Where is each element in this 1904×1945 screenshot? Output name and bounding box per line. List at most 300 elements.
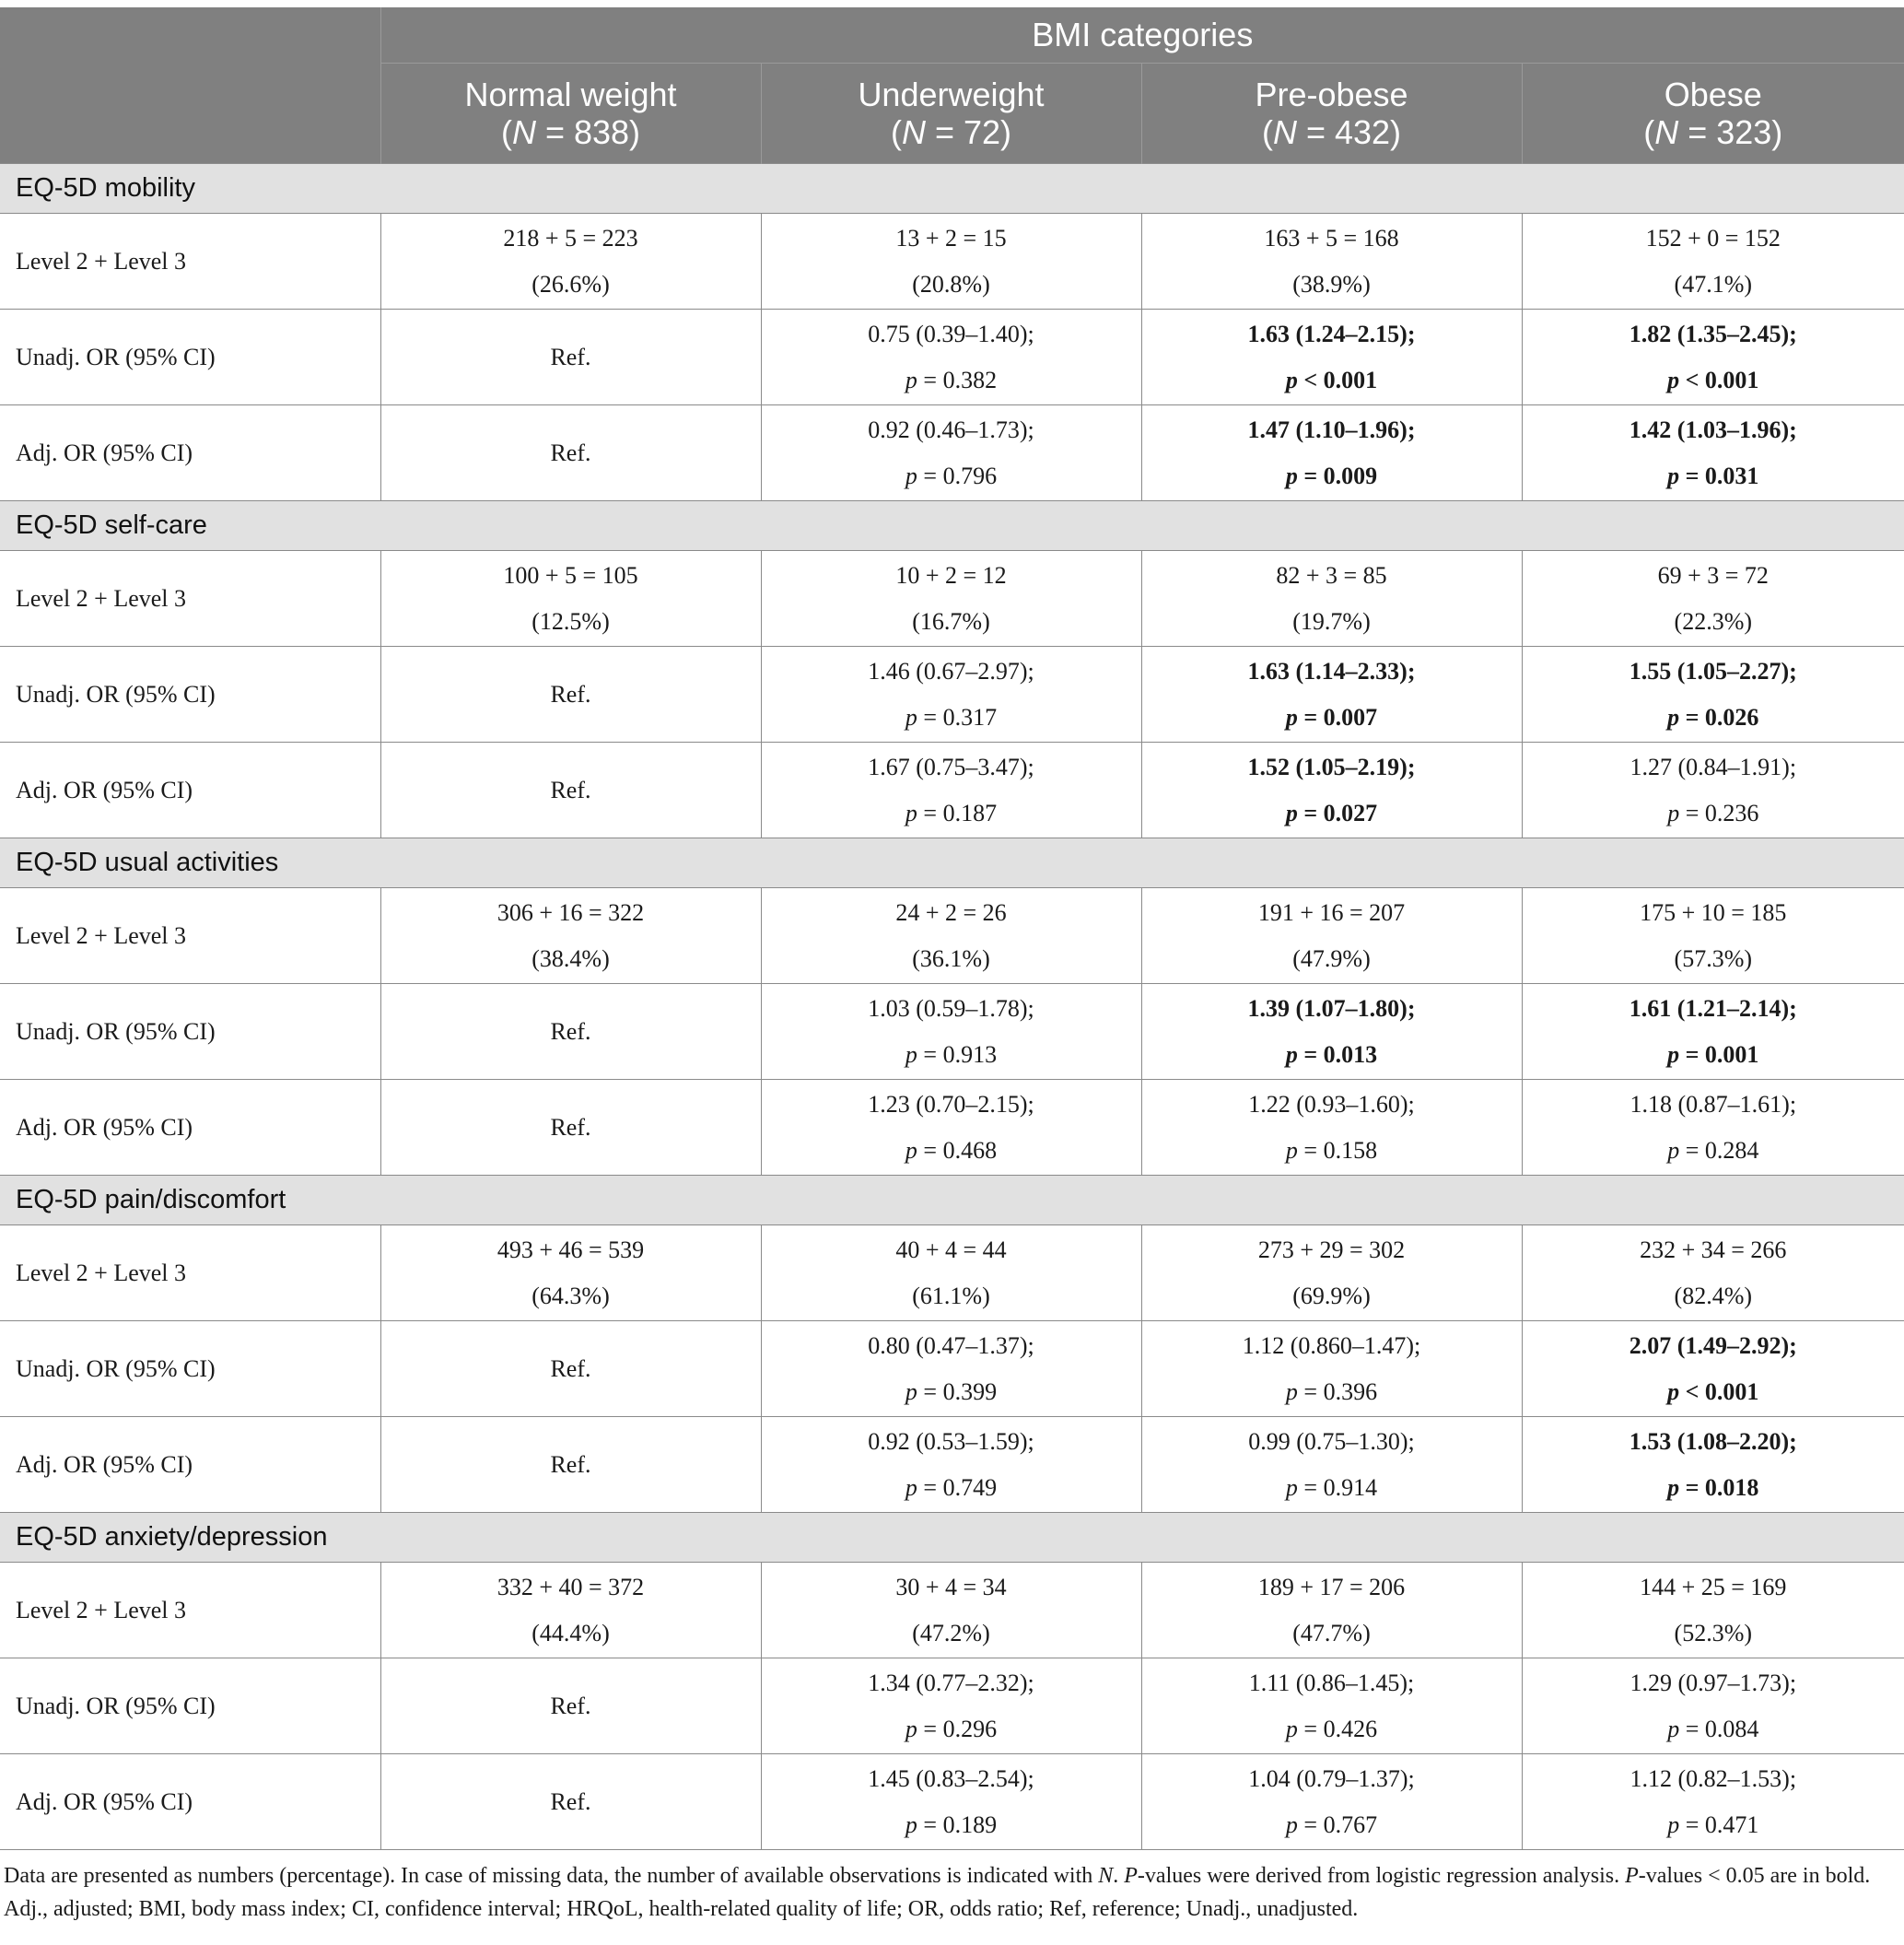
p-symbol: p <box>1667 1377 1680 1405</box>
p-value-line <box>1142 1465 1522 1511</box>
percentage-value: (16.7%) <box>912 607 990 635</box>
table-cell <box>380 1417 761 1513</box>
odds-ratio-value: 1.55 (1.05–2.27); <box>1629 657 1797 685</box>
p-value: < 0.001 <box>1297 366 1378 393</box>
column-n-symbol: N <box>1272 113 1297 151</box>
odds-ratio-value: 1.22 (0.93–1.60); <box>1248 1090 1415 1118</box>
table-cell <box>1522 1225 1904 1321</box>
p-symbol: p <box>905 1377 917 1405</box>
odds-ratio-value: 1.23 (0.70–2.15); <box>868 1090 1034 1118</box>
table-cell <box>1141 1321 1522 1417</box>
section-row <box>0 1176 1904 1225</box>
table-cell <box>1522 1080 1904 1176</box>
column-header-pre-obese <box>1141 64 1522 164</box>
p-value: = 0.001 <box>1679 1040 1759 1068</box>
p-value: = 0.913 <box>917 1040 998 1068</box>
p-symbol: p <box>1667 1715 1680 1742</box>
percentage-value: (64.3%) <box>531 1282 610 1309</box>
odds-ratio-value: 2.07 (1.49–2.92); <box>1629 1331 1797 1359</box>
column-n-value: = 838) <box>535 113 641 151</box>
p-value-line <box>1523 1465 1904 1511</box>
footnote-p-1: P <box>1124 1864 1138 1888</box>
p-value: = 0.236 <box>1679 799 1759 826</box>
column-n-symbol: N <box>901 113 926 151</box>
p-symbol: p <box>1285 1136 1298 1164</box>
p-value: = 0.189 <box>917 1810 998 1838</box>
p-symbol: p <box>1667 462 1680 489</box>
reference-value: Ref. <box>550 1787 591 1815</box>
p-value-line <box>1523 1369 1904 1415</box>
count-value: 189 + 17 = 206 <box>1257 1573 1406 1600</box>
odds-ratio-value: 0.92 (0.53–1.59); <box>868 1427 1034 1455</box>
percentage-value: (22.3%) <box>1674 607 1753 635</box>
p-value-line <box>1523 1032 1904 1078</box>
bmi-eq5d-table <box>0 7 1904 1850</box>
table-cell <box>1141 1080 1522 1176</box>
table-cell <box>1522 310 1904 405</box>
count-value: 306 + 16 = 322 <box>496 898 645 926</box>
p-value: = 0.399 <box>917 1377 998 1405</box>
percentage-value: (52.3%) <box>1674 1619 1753 1646</box>
p-symbol: p <box>905 1136 917 1164</box>
column-n: (N = 72) <box>890 113 1012 151</box>
p-value: = 0.796 <box>917 462 998 489</box>
percentage-value: (20.8%) <box>912 270 990 298</box>
reference-value: Ref. <box>550 1450 591 1478</box>
p-symbol: p <box>1667 799 1680 826</box>
p-symbol: p <box>1285 1377 1298 1405</box>
p-value: = 0.187 <box>917 799 998 826</box>
table-cell <box>380 1225 761 1321</box>
table-row <box>0 984 1904 1080</box>
table-cell <box>1141 551 1522 647</box>
table-row <box>0 405 1904 501</box>
section-title: EQ-5D anxiety/depression <box>0 1513 1904 1563</box>
count-value: 144 + 25 = 169 <box>1640 1573 1787 1600</box>
table-row <box>0 310 1904 405</box>
count-value: 493 + 46 = 539 <box>496 1236 645 1263</box>
footnote-text-3: -values were derived from logistic regression analysis. <box>1137 1864 1626 1888</box>
footnote-text-1: Data are presented as numbers (percentage). In case of missing data, the number of available observations is indicated with <box>4 1864 1099 1888</box>
table-cell <box>380 1321 761 1417</box>
table-footnote <box>4 1859 1892 1926</box>
p-value: = 0.031 <box>1679 462 1759 489</box>
p-value: = 0.013 <box>1297 1040 1378 1068</box>
row-label: Level 2 + Level 3 <box>0 1563 380 1658</box>
table-cell <box>761 1080 1141 1176</box>
count-value: 332 + 40 = 372 <box>496 1573 645 1600</box>
table-row <box>0 214 1904 310</box>
percentage-value: (57.3%) <box>1674 944 1753 972</box>
section-row <box>0 1513 1904 1563</box>
table-cell <box>1522 1658 1904 1754</box>
row-label: Adj. OR (95% CI) <box>0 1417 380 1513</box>
p-value: = 0.007 <box>1297 703 1378 731</box>
column-n-symbol: N <box>511 113 536 151</box>
p-value: = 0.749 <box>917 1473 998 1501</box>
count-value: 69 + 3 = 72 <box>1657 561 1769 589</box>
table-row <box>0 551 1904 647</box>
percentage-value: (47.9%) <box>1292 944 1371 972</box>
table-row <box>0 1658 1904 1754</box>
odds-ratio-value: 1.04 (0.79–1.37); <box>1248 1764 1415 1792</box>
odds-ratio-value: 1.42 (1.03–1.96); <box>1629 416 1797 443</box>
p-value: = 0.914 <box>1297 1473 1378 1501</box>
table-row <box>0 1080 1904 1176</box>
percentage-value: (38.9%) <box>1292 270 1371 298</box>
p-value: = 0.317 <box>917 703 998 731</box>
p-symbol: p <box>905 1040 917 1068</box>
p-value: = 0.396 <box>1297 1377 1378 1405</box>
percentage-value: (47.2%) <box>912 1619 990 1646</box>
section-title: EQ-5D mobility <box>0 164 1904 214</box>
corner-header-cell <box>0 7 380 164</box>
p-value-line <box>1142 1128 1522 1174</box>
bmi-categories-title: BMI categories <box>380 7 1904 64</box>
table-row <box>0 647 1904 743</box>
p-symbol: p <box>905 366 917 393</box>
column-n: (N = 838) <box>500 113 641 151</box>
table-cell <box>761 405 1141 501</box>
table-cell <box>380 1563 761 1658</box>
column-n-symbol: N <box>1654 113 1679 151</box>
column-name: Obese <box>1664 76 1762 113</box>
p-value-line <box>762 1369 1141 1415</box>
table-cell <box>380 551 761 647</box>
table-cell <box>1141 984 1522 1080</box>
count-value: 100 + 5 = 105 <box>503 561 638 589</box>
table-cell <box>1141 405 1522 501</box>
p-symbol: p <box>905 462 917 489</box>
percentage-value: (12.5%) <box>531 607 610 635</box>
table-cell <box>380 647 761 743</box>
table-cell <box>380 1754 761 1850</box>
row-label: Adj. OR (95% CI) <box>0 743 380 838</box>
row-label: Adj. OR (95% CI) <box>0 405 380 501</box>
row-label: Level 2 + Level 3 <box>0 888 380 984</box>
table-cell <box>380 310 761 405</box>
p-symbol: p <box>1285 462 1298 489</box>
odds-ratio-value: 1.46 (0.67–2.97); <box>868 657 1034 685</box>
table-cell <box>1522 1321 1904 1417</box>
percentage-value: (44.4%) <box>531 1619 610 1646</box>
column-n: (N = 432) <box>1261 113 1402 151</box>
odds-ratio-value: 1.18 (0.87–1.61); <box>1629 1090 1797 1118</box>
p-value: = 0.471 <box>1679 1810 1759 1838</box>
table-cell <box>380 984 761 1080</box>
percentage-value: (19.7%) <box>1292 607 1371 635</box>
table-cell <box>380 743 761 838</box>
odds-ratio-value: 0.99 (0.75–1.30); <box>1248 1427 1415 1455</box>
p-symbol: p <box>1667 1473 1680 1501</box>
p-value-line <box>762 1706 1141 1752</box>
count-value: 30 + 4 = 34 <box>895 1573 1007 1600</box>
odds-ratio-value: 1.82 (1.35–2.45); <box>1629 320 1797 347</box>
column-n-value: = 72) <box>925 113 1012 151</box>
section-title: EQ-5D pain/discomfort <box>0 1176 1904 1225</box>
footnote-p-2: P <box>1625 1864 1639 1888</box>
table-cell <box>761 984 1141 1080</box>
table-cell <box>380 1080 761 1176</box>
percentage-value: (82.4%) <box>1674 1282 1753 1309</box>
p-symbol: p <box>1667 366 1680 393</box>
p-value-line <box>762 695 1141 741</box>
section-title: EQ-5D usual activities <box>0 838 1904 888</box>
table-cell <box>761 1321 1141 1417</box>
p-value-line <box>1142 695 1522 741</box>
table-row <box>0 743 1904 838</box>
p-value: = 0.084 <box>1679 1715 1759 1742</box>
table-row <box>0 1563 1904 1658</box>
p-value-line <box>1523 357 1904 404</box>
percentage-value: (47.1%) <box>1674 270 1753 298</box>
p-value-line <box>1523 1128 1904 1174</box>
p-value: = 0.018 <box>1679 1473 1759 1501</box>
p-value: = 0.284 <box>1679 1136 1759 1164</box>
p-value-line <box>1142 357 1522 404</box>
percentage-value: (36.1%) <box>912 944 990 972</box>
section-row <box>0 501 1904 551</box>
section-row <box>0 164 1904 214</box>
p-value-line <box>1523 791 1904 837</box>
table-cell <box>1141 1754 1522 1850</box>
reference-value: Ref. <box>550 776 591 803</box>
table-cell <box>1141 888 1522 984</box>
row-label: Unadj. OR (95% CI) <box>0 1321 380 1417</box>
table-cell <box>761 1417 1141 1513</box>
p-value-line <box>1142 1802 1522 1848</box>
p-value-line <box>762 1802 1141 1848</box>
p-symbol: p <box>1667 1040 1680 1068</box>
percentage-value: (61.1%) <box>912 1282 990 1309</box>
table-cell <box>761 214 1141 310</box>
table-cell <box>380 1658 761 1754</box>
odds-ratio-value: 1.27 (0.84–1.91); <box>1629 753 1797 780</box>
odds-ratio-value: 1.45 (0.83–2.54); <box>868 1764 1034 1792</box>
odds-ratio-value: 0.80 (0.47–1.37); <box>868 1331 1034 1359</box>
odds-ratio-value: 1.52 (1.05–2.19); <box>1247 753 1416 780</box>
p-value-line <box>762 1128 1141 1174</box>
p-symbol: p <box>905 1715 917 1742</box>
footnote-text-4: -values < 0.05 are in bold. Adj., adjusted; BMI, body mass index; CI, confidence interval; HRQoL, health-related quality of life; OR, odds ratio; Ref, reference; Unadj., unadjusted. <box>4 1864 1871 1921</box>
section-row <box>0 838 1904 888</box>
percentage-value: (69.9%) <box>1292 1282 1371 1309</box>
reference-value: Ref. <box>550 343 591 370</box>
p-value-line <box>762 1032 1141 1078</box>
row-label: Adj. OR (95% CI) <box>0 1754 380 1850</box>
reference-value: Ref. <box>550 1017 591 1045</box>
table-cell <box>1522 1563 1904 1658</box>
column-header-underweight <box>761 64 1141 164</box>
section-title: EQ-5D self-care <box>0 501 1904 551</box>
table-cell <box>1522 1754 1904 1850</box>
p-value: = 0.382 <box>917 366 998 393</box>
table-cell <box>761 1225 1141 1321</box>
table-cell <box>1141 647 1522 743</box>
table-row <box>0 1225 1904 1321</box>
odds-ratio-value: 1.34 (0.77–2.32); <box>868 1669 1034 1696</box>
footnote-n: N <box>1098 1864 1114 1888</box>
p-value-line <box>1523 1802 1904 1848</box>
table-cell <box>1522 647 1904 743</box>
row-label: Adj. OR (95% CI) <box>0 1080 380 1176</box>
row-label: Level 2 + Level 3 <box>0 551 380 647</box>
table-cell <box>1522 551 1904 647</box>
p-symbol: p <box>905 799 917 826</box>
odds-ratio-value: 1.29 (0.97–1.73); <box>1629 1669 1797 1696</box>
table-row <box>0 1321 1904 1417</box>
table-cell <box>761 888 1141 984</box>
table-cell <box>1522 405 1904 501</box>
p-value-line <box>762 357 1141 404</box>
p-value: = 0.468 <box>917 1136 998 1164</box>
odds-ratio-value: 1.03 (0.59–1.78); <box>868 994 1034 1022</box>
p-symbol: p <box>1285 799 1298 826</box>
row-label: Level 2 + Level 3 <box>0 1225 380 1321</box>
table-cell <box>761 1754 1141 1850</box>
p-symbol: p <box>1285 1810 1298 1838</box>
reference-value: Ref. <box>550 1113 591 1141</box>
table-cell <box>761 647 1141 743</box>
p-value-line <box>1142 1369 1522 1415</box>
p-value: = 0.767 <box>1297 1810 1378 1838</box>
p-symbol: p <box>1667 703 1680 731</box>
percentage-value: (38.4%) <box>531 944 610 972</box>
odds-ratio-value: 1.53 (1.08–2.20); <box>1629 1427 1797 1455</box>
count-value: 163 + 5 = 168 <box>1264 224 1399 252</box>
count-value: 191 + 16 = 207 <box>1257 898 1406 926</box>
table-cell <box>761 551 1141 647</box>
count-value: 24 + 2 = 26 <box>895 898 1007 926</box>
p-symbol: p <box>905 1473 917 1501</box>
p-value-line <box>1523 1706 1904 1752</box>
row-label: Unadj. OR (95% CI) <box>0 984 380 1080</box>
table-cell <box>761 743 1141 838</box>
table-cell <box>1522 1417 1904 1513</box>
count-value: 175 + 10 = 185 <box>1640 898 1787 926</box>
p-value-line <box>1523 695 1904 741</box>
table-cell <box>1522 984 1904 1080</box>
odds-ratio-value: 1.39 (1.07–1.80); <box>1247 994 1416 1022</box>
odds-ratio-value: 1.63 (1.24–2.15); <box>1247 320 1416 347</box>
table-cell <box>1141 1563 1522 1658</box>
p-value-line <box>762 1465 1141 1511</box>
p-symbol: p <box>905 1810 917 1838</box>
p-value: = 0.027 <box>1297 799 1378 826</box>
p-value: < 0.001 <box>1679 366 1759 393</box>
p-value-line <box>1142 453 1522 499</box>
row-label: Unadj. OR (95% CI) <box>0 310 380 405</box>
odds-ratio-value: 0.75 (0.39–1.40); <box>868 320 1034 347</box>
count-value: 13 + 2 = 15 <box>895 224 1007 252</box>
p-value-line <box>762 453 1141 499</box>
p-symbol: p <box>1285 1040 1298 1068</box>
column-name: Underweight <box>858 76 1045 113</box>
p-value-line <box>1142 1706 1522 1752</box>
column-n: (N = 323) <box>1643 113 1783 151</box>
odds-ratio-value: 0.92 (0.46–1.73); <box>868 416 1034 443</box>
count-value: 40 + 4 = 44 <box>895 1236 1007 1263</box>
p-symbol: p <box>905 703 917 731</box>
column-n-value: = 432) <box>1296 113 1402 151</box>
p-value: = 0.026 <box>1679 703 1759 731</box>
percentage-value: (26.6%) <box>531 270 610 298</box>
odds-ratio-value: 1.47 (1.10–1.96); <box>1247 416 1416 443</box>
reference-value: Ref. <box>550 1692 591 1719</box>
column-header-normal-weight <box>380 64 761 164</box>
p-value: = 0.296 <box>917 1715 998 1742</box>
percentage-value: (47.7%) <box>1292 1619 1371 1646</box>
p-value-line <box>1142 791 1522 837</box>
column-name: Normal weight <box>464 76 677 113</box>
p-symbol: p <box>1285 1473 1298 1501</box>
count-value: 152 + 0 = 152 <box>1645 224 1781 252</box>
table-cell <box>761 1658 1141 1754</box>
p-symbol: p <box>1285 1715 1298 1742</box>
table-cell <box>1141 310 1522 405</box>
table-cell <box>380 405 761 501</box>
odds-ratio-value: 1.12 (0.82–1.53); <box>1629 1764 1797 1792</box>
odds-ratio-value: 1.61 (1.21–2.14); <box>1629 994 1797 1022</box>
count-value: 218 + 5 = 223 <box>503 224 638 252</box>
footnote-text-2: . <box>1113 1864 1125 1888</box>
row-label: Level 2 + Level 3 <box>0 214 380 310</box>
odds-ratio-value: 1.12 (0.860–1.47); <box>1242 1331 1421 1359</box>
p-symbol: p <box>1285 703 1298 731</box>
table-cell <box>1522 888 1904 984</box>
table-row <box>0 1754 1904 1850</box>
p-value: < 0.001 <box>1679 1377 1759 1405</box>
table-row <box>0 888 1904 984</box>
count-value: 232 + 34 = 266 <box>1640 1236 1787 1263</box>
table-cell <box>380 888 761 984</box>
table-cell <box>1141 214 1522 310</box>
reference-value: Ref. <box>550 439 591 466</box>
table-cell <box>1141 743 1522 838</box>
row-label: Unadj. OR (95% CI) <box>0 1658 380 1754</box>
row-label: Unadj. OR (95% CI) <box>0 647 380 743</box>
p-symbol: p <box>1285 366 1298 393</box>
reference-value: Ref. <box>550 680 591 708</box>
p-value-line <box>762 791 1141 837</box>
table-cell <box>1522 214 1904 310</box>
table-row <box>0 1417 1904 1513</box>
odds-ratio-value: 1.11 (0.86–1.45); <box>1248 1669 1415 1696</box>
count-value: 10 + 2 = 12 <box>895 561 1007 589</box>
reference-value: Ref. <box>550 1354 591 1382</box>
odds-ratio-value: 1.63 (1.14–2.33); <box>1247 657 1416 685</box>
p-value: = 0.158 <box>1297 1136 1378 1164</box>
p-value-line <box>1142 1032 1522 1078</box>
count-value: 273 + 29 = 302 <box>1257 1236 1406 1263</box>
column-n-value: = 323) <box>1678 113 1783 151</box>
p-symbol: p <box>1667 1136 1680 1164</box>
column-header-obese <box>1522 64 1904 164</box>
table-cell <box>761 1563 1141 1658</box>
column-name: Pre-obese <box>1255 76 1408 113</box>
table-cell <box>1141 1658 1522 1754</box>
p-value-line <box>1523 453 1904 499</box>
p-symbol: p <box>1667 1810 1680 1838</box>
odds-ratio-value: 1.67 (0.75–3.47); <box>868 753 1034 780</box>
table-cell <box>1141 1225 1522 1321</box>
count-value: 82 + 3 = 85 <box>1276 561 1387 589</box>
p-value: = 0.009 <box>1297 462 1378 489</box>
table-cell <box>761 310 1141 405</box>
table-cell <box>1141 1417 1522 1513</box>
table-cell <box>1522 743 1904 838</box>
table-cell <box>380 214 761 310</box>
